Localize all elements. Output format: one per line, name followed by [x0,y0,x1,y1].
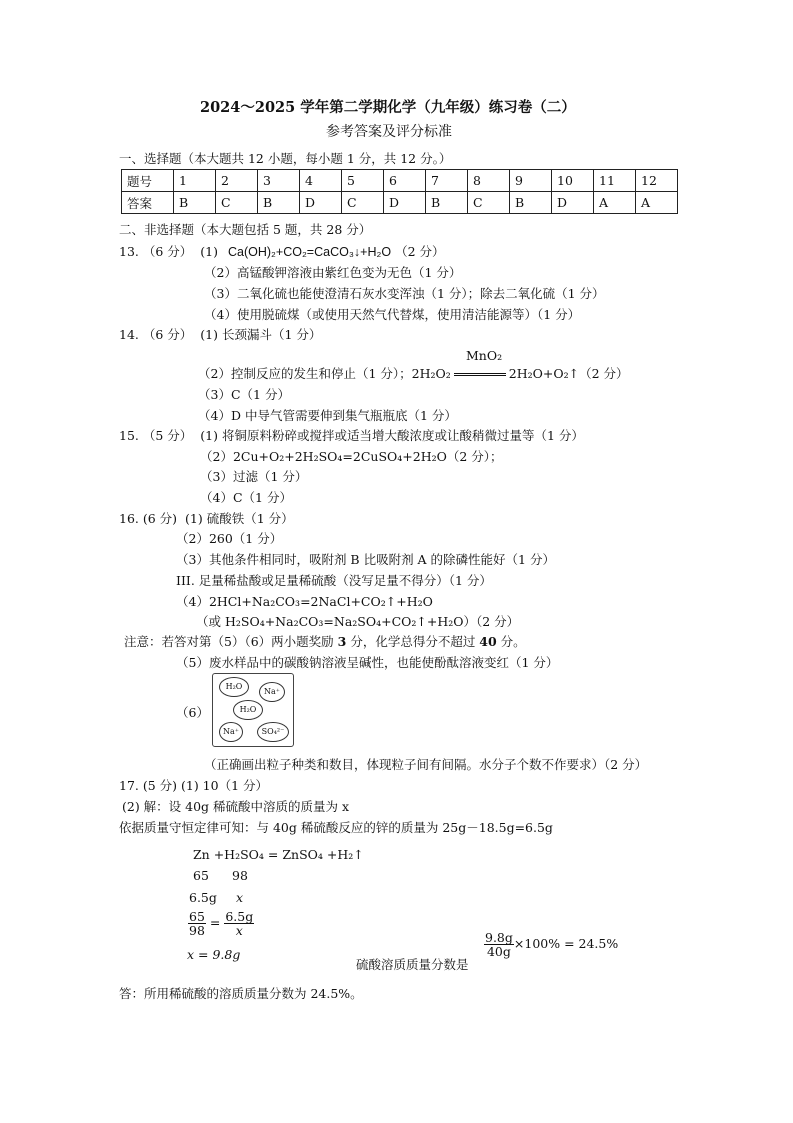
note-prefix: 注意：若答对第（5）（6）两小题奖励 [124,634,338,649]
table-cell: B [174,192,216,214]
q16-line-3: （3）其他条件相同时，吸附剂 B 比吸附剂 A 的除磷性能好（1 分） [176,552,555,567]
note-max: 40 [479,634,497,649]
q16-line-2: （2）260（1 分） [176,531,283,546]
percent-tail: ×100% = 24.5% [513,936,619,951]
row-label-number: 题号 [122,170,174,192]
q17-percent-formula [484,929,618,959]
note-bonus: 3 [337,634,347,649]
table-cell: 10 [552,170,594,192]
q14-2-text: （2）控制反应的发生和停止（1 分）；2H₂O₂ [198,366,451,381]
table-cell: B [258,192,300,214]
q13-1-equation: Ca(OH)₂+CO₂=CaCO₃↓+H₂O [228,245,392,259]
q13-1-score: （2 分） [395,244,445,259]
particle-na: Na⁺ [259,682,285,702]
table-cell: 9 [510,170,552,192]
note-mid: 分，化学总得分不超过 [346,634,480,649]
ratio-right [224,910,254,937]
q16-bonus-note [124,634,526,650]
q17-ratio [188,909,254,937]
q14-line-1 [119,327,321,343]
q17-equation: Zn +H₂SO₄ = ZnSO₄ +H₂↑ [193,847,364,862]
q14-line-2 [198,366,629,382]
table-cell: C [216,192,258,214]
q17-mass-zn: 65 [193,868,209,883]
q15-1-text: (1) 将铜原料粉碎或搅拌或适当增大酸浓度或让酸稍微过量等（1 分） [200,428,584,443]
table-cell: 3 [258,170,300,192]
q17-mass-h2so4: 98 [232,868,248,883]
table-cell: 4 [300,170,342,192]
q15-score: （5 分） [142,428,193,443]
table-cell: 1 [174,170,216,192]
particle-so4: SO₄²⁻ [257,722,289,742]
table-cell: 12 [636,170,678,192]
percent-fraction [484,931,514,958]
table-cell: D [552,192,594,214]
table-cell: 8 [468,170,510,192]
table-cell: D [384,192,426,214]
q14-line-3: （3）C（1 分） [198,387,290,402]
q16-6-label: （6） [176,705,209,720]
q16-1-text: (1) 硫酸铁（1 分） [185,511,294,526]
q17-value-zn: 6.5g [189,890,217,905]
q14-1-text: (1) 长颈漏斗（1 分） [200,327,322,342]
particle-na: Na⁺ [219,722,243,742]
page-subtitle: 参考答案及评分标准 [326,124,452,140]
note-suffix: 分。 [496,634,526,649]
percent-den: 40g [486,944,511,959]
q16-6-note: （正确画出粒子种类和数目，体现粒子间有间隔。水分子个数不作要求）（2 分） [204,757,648,772]
particle-h2o: H₂O [233,700,263,720]
ratio-left-den: 98 [189,923,205,938]
q16-number: 16. [119,511,139,526]
ratio-right-den: x [235,923,243,938]
section-1-heading: 一、选择题（本大题共 12 小题，每小题 1 分，共 12 分。） [119,151,452,166]
equals-sign: = [209,915,221,930]
table-cell: D [300,192,342,214]
q13-line-3: （3）二氧化硫也能使澄清石灰水变浑浊（1 分）；除去二氧化硫（1 分） [204,286,605,301]
q17-answer: 答：所用稀硫酸的溶质质量分数为 24.5%。 [119,986,363,1001]
q16-line-3b: III. 足量稀盐酸或足量稀硫酸（没写足量不得分）（1 分） [176,573,492,588]
table-cell: 7 [426,170,468,192]
q16-line-5: （5）废水样品中的碳酸钠溶液呈碱性，也能使酚酞溶液变红（1 分） [176,655,559,670]
q17-result: x = 9.8g [187,947,241,962]
q13-line-2: （2）高锰酸钾溶液由紫红色变为无色（1 分） [204,265,462,280]
ratio-left [188,910,206,937]
table-cell: 5 [342,170,384,192]
row-label-answer: 答案 [122,192,174,214]
q15-line-1 [119,428,584,444]
q16-line-4: （4）2HCl+Na₂CO₃=2NaCl+CO₂↑+H₂O [176,594,433,609]
answer-table [121,169,678,214]
q13-line-4: （4）使用脱硫煤（或使用天然气代替煤，使用清洁能源等）（1 分） [204,307,581,322]
table-cell: B [426,192,468,214]
q17-line-1: 17. (5 分) (1) 10（1 分） [119,778,269,793]
table-cell: 11 [594,170,636,192]
table-row-answers [122,192,678,214]
q16-line-1 [119,511,294,527]
q13-number: 13. [119,244,139,259]
particle-h2o: H₂O [219,677,249,697]
q16-line-4b: （或 H₂SO₄+Na₂CO₃=Na₂SO₄+CO₂↑+H₂O）（2 分） [196,614,520,629]
q15-line-2: （2）2Cu+O₂+2H₂SO₄=2CuSO₄+2H₂O（2 分）； [200,449,503,464]
ratio-right-num: 6.5g [225,909,254,924]
q14-number: 14. [119,327,139,342]
q16-score: (6 分) [142,511,178,526]
q15-line-4: （4）C（1 分） [200,490,292,505]
q13-line-1 [119,244,445,260]
q14-catalyst: MnO₂ [466,348,503,363]
table-cell: A [594,192,636,214]
section-2-heading: 二、非选择题（本大题包括 5 题，共 28 分） [119,222,372,237]
table-cell: 6 [384,170,426,192]
q17-line-3: 依据质量守恒定律可知：与 40g 稀硫酸反应的锌的质量为 25g－18.5g=6.5g [119,820,553,835]
table-cell: A [636,192,678,214]
ratio-left-num: 65 [189,909,205,924]
q17-percent-label: 硫酸溶质质量分数是 [356,957,469,972]
reaction-arrow [454,373,506,376]
q15-line-3: （3）过滤（1 分） [200,469,308,484]
q14-2-product: 2H₂O+O₂↑（2 分） [508,366,629,381]
q17-line-2: (2) 解：设 40g 稀硫酸中溶质的质量为 x [122,799,350,814]
q15-number: 15. [119,428,139,443]
table-row-numbers [122,170,678,192]
q14-score: （6 分） [142,327,193,342]
page-title: 2024～2025 学年第二学期化学（九年级）练习卷（二） [200,99,576,116]
q13-score: （6 分） [142,244,193,259]
q14-line-4: （4）D 中导气管需要伸到集气瓶瓶底（1 分） [198,408,457,423]
table-cell: B [510,192,552,214]
table-cell: C [342,192,384,214]
percent-num: 9.8g [485,930,513,945]
table-cell: 2 [216,170,258,192]
q13-1-label: (1) [200,244,219,259]
particle-diagram [212,673,294,747]
table-cell: C [468,192,510,214]
q17-value-x: x [236,890,244,905]
